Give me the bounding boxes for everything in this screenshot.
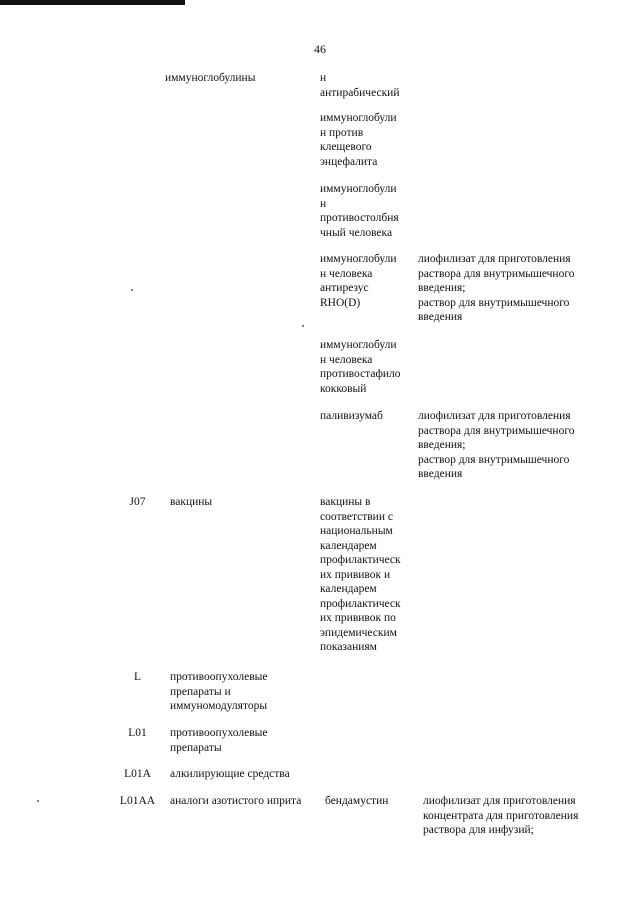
group-name: вакцины <box>170 496 213 508</box>
dosage-form: лиофилизат для приготовления раствора для внутримышечного введения; раствор для внутримышечного введения <box>418 410 575 480</box>
group-name: противоопухолевые препараты и иммуномодуляторы <box>170 671 268 712</box>
group-name: противоопухолевые препараты <box>170 727 268 754</box>
drug-name: н антирабический <box>320 72 400 99</box>
drug-name: иммуноглобули н противостолбня чный человека <box>320 183 399 239</box>
dosage-form: лиофилизат для приготовления раствора для внутримышечного введения; раствор для внутримышечного введения <box>418 253 575 323</box>
dosage-form: лиофилизат для приготовления концентрата для приготовления раствора для инфузий; <box>423 795 579 836</box>
drug-name: вакцины в соответствии с национальным календарем профилактическ их прививок и календарем профилактическ их прививок по эпидемическим показаниям <box>320 496 401 653</box>
group-name: аналоги азотистого иприта <box>170 795 302 807</box>
atc-code: J07 <box>129 496 146 508</box>
drug-name: иммуноглобули н человека антирезус RHO(D) <box>320 253 397 309</box>
group-name: иммуноглобулины <box>165 72 256 84</box>
drug-name: паливизумаб <box>320 410 383 422</box>
atc-code: L01AA <box>119 795 156 807</box>
scan-speck <box>37 800 39 802</box>
scan-speck <box>131 289 133 291</box>
atc-code: L <box>133 671 142 683</box>
top-rule <box>0 0 185 5</box>
page-number: 46 <box>314 42 326 56</box>
atc-code: L01 <box>128 727 147 739</box>
drug-name: иммуноглобули н человека противостафило кокковый <box>320 339 401 395</box>
drug-name: иммуноглобули н против клещевого энцефалита <box>320 112 397 168</box>
group-name: алкилирующие средства <box>170 768 290 780</box>
drug-name: бендамустин <box>325 795 389 807</box>
scan-speck <box>302 325 304 327</box>
atc-code: L01A <box>124 768 151 780</box>
